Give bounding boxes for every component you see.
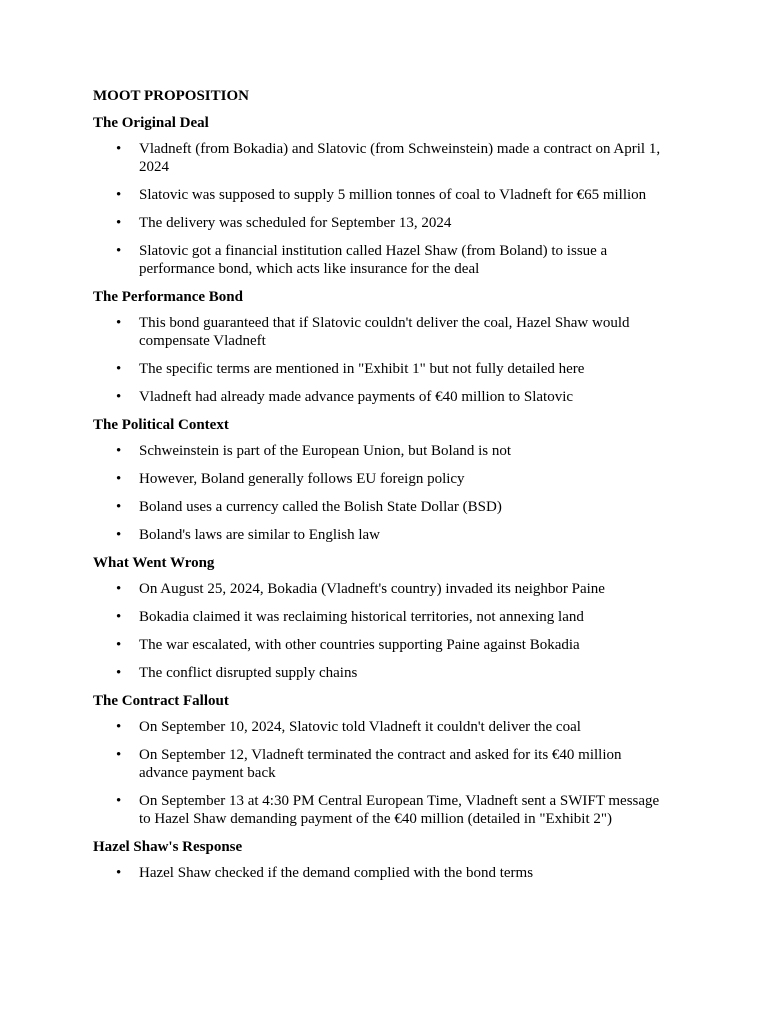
document-title: MOOT PROPOSITION [93, 88, 249, 104]
list-item-text: However, Boland generally follows EU foreign policy [139, 471, 465, 487]
list-item [93, 526, 673, 544]
list-item [93, 792, 673, 828]
bullet-icon: • [116, 865, 122, 881]
list-item [93, 360, 673, 378]
section-heading-original-deal: The Original Deal [93, 115, 209, 131]
list-item-text: Schweinstein is part of the European Union, but Boland is not [139, 443, 512, 459]
list-item [93, 314, 673, 350]
bullet-icon: • [116, 747, 122, 763]
list-item-text: The conflict disrupted supply chains [139, 665, 358, 681]
bullet-icon: • [116, 719, 122, 735]
list-item [93, 580, 673, 598]
list-item-text: On September 13 at 4:30 PM Central European Time, Vladneft sent a SWIFT message to Hazel Shaw demanding payment of the €40 million (detailed in "Exhibit 2") [139, 793, 660, 827]
list-item-text: Boland uses a currency called the Bolish State Dollar (BSD) [139, 499, 502, 515]
bullet-icon: • [116, 443, 122, 459]
list-item-text: On September 12, Vladneft terminated the contract and asked for its €40 million advance payment back [139, 747, 622, 781]
list-item-text: Vladneft (from Bokadia) and Slatovic (from Schweinstein) made a contract on April 1, 2024 [139, 141, 661, 175]
list-item-text: The specific terms are mentioned in "Exhibit 1" but not fully detailed here [139, 361, 585, 377]
bullet-list-hazel-shaw-response [93, 864, 673, 882]
bullet-icon: • [116, 315, 122, 331]
bullet-list-what-went-wrong [93, 580, 673, 682]
bullet-icon: • [116, 793, 122, 809]
list-item [93, 470, 673, 488]
bullet-icon: • [116, 141, 122, 157]
section-heading-what-went-wrong: What Went Wrong [93, 555, 215, 571]
bullet-icon: • [116, 637, 122, 653]
list-item-text: The war escalated, with other countries supporting Paine against Bokadia [139, 637, 580, 653]
bullet-icon: • [116, 471, 122, 487]
list-item [93, 442, 673, 460]
list-item-text: Vladneft had already made advance payments of €40 million to Slatovic [139, 389, 574, 405]
section-heading-contract-fallout: The Contract Fallout [93, 693, 229, 709]
list-item [93, 664, 673, 682]
bullet-list-original-deal [93, 140, 673, 278]
bullet-list-performance-bond [93, 314, 673, 406]
bullet-list-contract-fallout [93, 718, 673, 828]
list-item [93, 214, 673, 232]
list-item-text: Hazel Shaw checked if the demand complied with the bond terms [139, 865, 534, 881]
document-page [93, 86, 673, 892]
list-item-text: Bokadia claimed it was reclaiming historical territories, not annexing land [139, 609, 584, 625]
list-item [93, 242, 673, 278]
list-item [93, 140, 673, 176]
list-item [93, 718, 673, 736]
list-item [93, 608, 673, 626]
bullet-icon: • [116, 215, 122, 231]
bullet-icon: • [116, 187, 122, 203]
bullet-icon: • [116, 581, 122, 597]
bullet-icon: • [116, 665, 122, 681]
list-item-text: Slatovic was supposed to supply 5 million tonnes of coal to Vladneft for €65 million [139, 187, 647, 203]
list-item [93, 636, 673, 654]
list-item [93, 388, 673, 406]
list-item-text: On August 25, 2024, Bokadia (Vladneft's country) invaded its neighbor Paine [139, 581, 605, 597]
section-heading-hazel-shaw-response: Hazel Shaw's Response [93, 839, 243, 855]
bullet-icon: • [116, 361, 122, 377]
bullet-icon: • [116, 499, 122, 515]
list-item-text: Slatovic got a financial institution called Hazel Shaw (from Boland) to issue a performance bond, which acts like insurance for the deal [139, 243, 608, 277]
list-item-text: The delivery was scheduled for September 13, 2024 [139, 215, 452, 231]
bullet-icon: • [116, 609, 122, 625]
bullet-icon: • [116, 527, 122, 543]
list-item [93, 498, 673, 516]
list-item [93, 746, 673, 782]
section-heading-performance-bond: The Performance Bond [93, 289, 243, 305]
bullet-list-political-context [93, 442, 673, 544]
list-item [93, 186, 673, 204]
list-item-text: This bond guaranteed that if Slatovic couldn't deliver the coal, Hazel Shaw would compensate Vladneft [139, 315, 630, 349]
list-item-text: Boland's laws are similar to English law [139, 527, 380, 543]
list-item-text: On September 10, 2024, Slatovic told Vladneft it couldn't deliver the coal [139, 719, 581, 735]
section-heading-political-context: The Political Context [93, 417, 229, 433]
bullet-icon: • [116, 389, 122, 405]
bullet-icon: • [116, 243, 122, 259]
list-item [93, 864, 673, 882]
